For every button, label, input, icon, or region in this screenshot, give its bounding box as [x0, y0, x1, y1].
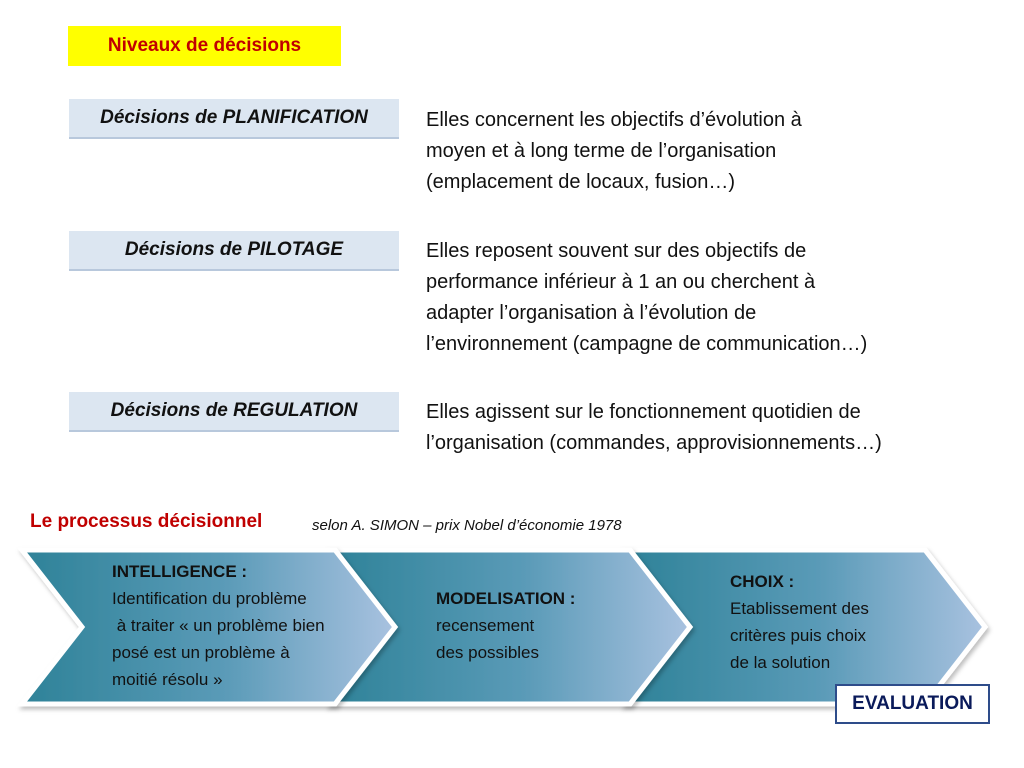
level-label-regulation: Décisions de REGULATION [69, 392, 399, 432]
step-line: Identification du problème [112, 589, 307, 608]
step-line: recensement [436, 616, 535, 635]
step-intelligence [112, 558, 382, 693]
description-line: performance inférieur à 1 an ou cherchent à [426, 271, 816, 293]
step-heading: INTELLIGENCE : [112, 562, 248, 581]
description-line: adapter l’organisation à l’évolution de [426, 302, 757, 324]
step-modelisation [436, 585, 636, 666]
step-line: de la solution [730, 653, 831, 672]
step-line: des possibles [436, 643, 540, 662]
process-title: Le processus décisionnel [30, 511, 263, 532]
evaluation-box: EVALUATION [835, 684, 990, 724]
description-line: Elles reposent souvent sur des objectifs de [426, 240, 807, 262]
level-label-pilotage: Décisions de PILOTAGE [69, 231, 399, 271]
step-line: posé est un problème à [112, 643, 290, 662]
slide-title: Niveaux de décisions [68, 26, 341, 66]
step-line: Etablissement des [730, 599, 869, 618]
step-heading: MODELISATION : [436, 589, 576, 608]
description-line: Elles agissent sur le fonctionnement quotidien de [426, 401, 861, 423]
level-label-planification: Décisions de PLANIFICATION [69, 99, 399, 139]
description-line: (emplacement de locaux, fusion…) [426, 171, 736, 193]
step-line: à traiter « un problème bien [112, 616, 325, 635]
step-line: moitié résolu » [112, 670, 223, 689]
step-line: critères puis choix [730, 626, 867, 645]
step-choix [730, 568, 930, 676]
process-subtitle: selon A. SIMON – prix Nobel d’économie 1978 [312, 517, 622, 534]
description-line: l’organisation (commandes, approvisionnements…) [426, 432, 882, 454]
step-heading: CHOIX : [730, 572, 795, 591]
description-line: l’environnement (campagne de communication…) [426, 333, 868, 355]
description-line: Elles concernent les objectifs d’évolution à [426, 109, 802, 131]
description-line: moyen et à long terme de l’organisation [426, 140, 777, 162]
